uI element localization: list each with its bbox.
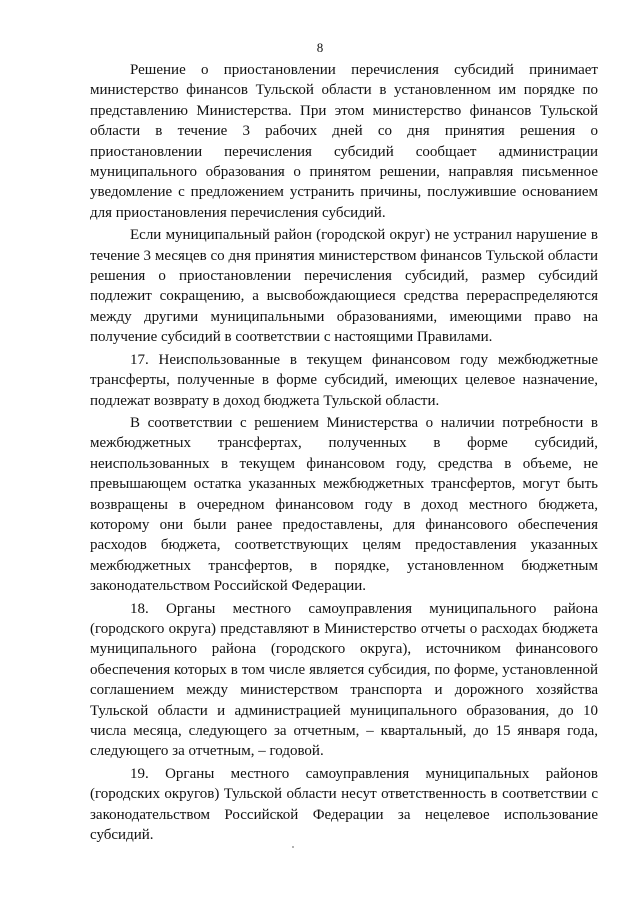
paragraph-19-responsibility: 19. Органы местного самоуправления муниципальных районов (городских округов) Тульской области несут ответственность в соответствии с законодательством Российской Федерации за нецелевое использование субсидий. <box>90 765 598 844</box>
paragraph-17-unused-transfers: 17. Неиспользованные в текущем финансовом году межбюджетные трансферты, полученные в форме субсидий, имеющих целевое назначение, подлежат возврату в доход бюджета Тульской области. <box>90 351 598 409</box>
paragraph-suspension-decision: Решение о приостановлении перечисления субсидий принимает министерство финансов Тульской области в установленном им порядке по представлению Министерства. При этом министерство финансов Тульской области в течение 3 рабочих дней со дня принятия решения о приостановлении перечисления субсидий сообщает администрации муниципального образования о принятом решении, направляя письменное уведомление с предложением устранить причины, послужившие основанием для приостановления перечисления субсидий. <box>90 62 598 221</box>
paragraph-18-reports: 18. Органы местного самоуправления муниципального района (городского округа) представляют в Министерство отчеты о расходах бюджета муниципального района (городского округа), источником финансового обеспечения которых в том числе является субсидия, по форме, установленной соглашением между министерством транспорта и дорожного хозяйства Тульской области и администрацией муниципального образования, до 10 числа месяца, следующего за отчетным, – квартальный, до 15 января года, следующего за отчетным, – годовой. <box>90 600 598 760</box>
scan-speck <box>292 846 294 848</box>
page-number: 8 <box>316 40 324 55</box>
document-body <box>90 60 598 845</box>
paragraph-subsidy-reduction: Если муниципальный район (городской округ) не устранил нарушение в течение 3 месяцев со дня принятия министерством финансов Тульской области решения о приостановлении перечисления субсидий, размер субсидий подлежит сокращению, а высвобождающиеся средства перераспределяются между другими муниципальными образованиями, имеющими право на получение субсидий в соответствии с настоящими Правилами. <box>90 227 598 346</box>
paragraph-return-of-funds: В соответствии с решением Министерства о наличии потребности в межбюджетных трансфертах, полученных в форме субсидий, неиспользованных в текущем финансовом году, средства в объеме, не превышающем остатка указанных межбюджетных трансфертов, могут быть возвращены в очередном финансовом году в доход местного бюджета, которому они были ранее предоставлены, для финансового обеспечения расходов бюджета, соответствующих целям предоставления указанных межбюджетных трансфертов, в порядке, установленном бюджетным законодательством Российской Федерации. <box>90 414 598 595</box>
